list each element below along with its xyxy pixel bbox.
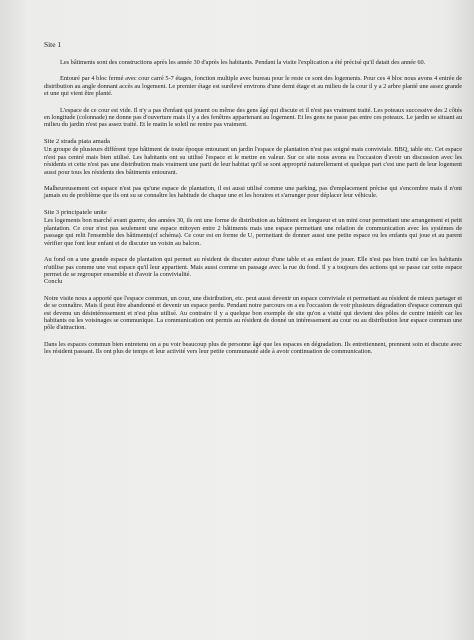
- paragraph-conclusion: Notre visite nous a apporté que l'espace commun, un cour, une distribution, etc. peut aussi devenir un espace conviviale et permettant au résident de mieux partager et de se connaître. Mais il peut être abandonné et devenir un espace perdu. Pendant notre parcours on a eu l'occasion de voir plusieurs dégradation d'espace commun qui est devenu un désintéressement et n'est plus utilisé. Au contraire il y a quelque bon exemple de site qu'on a visité qui devient des pôles de centre intérêt car les habitants ou les voisinages se communique. La communication ont permis au résident de donné un intéressement au cour ou au distribution leur espace commun une pôle d'attraction.: [44, 294, 462, 332]
- conclusion-heading: Conclu: [44, 278, 63, 286]
- site-2-heading: Site 2 strada piata amada: [44, 137, 110, 145]
- paragraph-site2-garden: Un groupe de plusieurs différent type bâtiment de toute époque entourant un jardin l'espace de plantation n'est pas soigné mais conviviale. BBQ, table etc. Cet espace n'est pas centré mais bien utilisé. Les habitants ont su utilisé l'espace et le mettre en valeur. Sur ce site nous avons eu l'occasion d'avoir un discussion avec les résidents et cette n'est pas une distribution mais vraiment une parti de leur habitat qu'il se sont approprié naturellement et quelque part c'est une parti de leur logement aussi pour tous les résidents des bâtiments entourant.: [44, 146, 462, 176]
- paragraph-site1-courtyard: L'espace de ce cour est vide. Il n'y a pas d'enfant qui jouent ou même des gens âgé qui discute et il n'est pas vraiment traité. Les poteaux successive des 2 côtés en longitude (colonnade) ne donne pas d'ouverture mais il y a des fenêtres appartenant au logement. Et les gens ne passe pas entre ces poteaux. Le jardin se situant au milieu du jardin n'est pas assez traité. Et le matin le soleil ne rentre pas vraiment.: [44, 106, 462, 129]
- site-1-heading: Site 1: [44, 40, 62, 49]
- paragraph-site3-housing: Les logements bon marché avant guerre, des années 30, ils ont une forme de distribution au bâtiment en longueur et un mini cour permettant une arrangement et petit plantation. Ce cour n'est pas seulement une espace mitoyen entre 2 bâtiments mais une espace permettant une relation de communication avec les systèmes de passage qui relit l'ensemble des bâtiments(cf schéma). Ce cour est en forme de U, permettant de donner aussi une petite espace ou les enfants qui joue et au parent vérifier que font leur enfant et de discuter un voisin au balcon.: [44, 217, 462, 247]
- paragraph-site2-parking: Malheureusement cet espace n'est pas qu'une espace de plantation, il est aussi utilisé comme une parking, pas d'emplacement précise qui s'encombre mais il n'ont jamais eu de problème que ils ont su se connaître les habitude de chaque une et les horaires et s'arranger pour déplacer leur véhicule.: [44, 185, 462, 200]
- paragraph-site1-intro: Les bâtiments sont des constructions après les année 30 d'après les habitants. Pendant la visite l'explication a été précisé qu'il datait des année 60.: [60, 59, 426, 66]
- paragraph-site1-layout: Entouré par 4 bloc fermé avec cour carré 5-7 étages, fonction multiple avec bureau pour le reste ce sont des logements. Pour ces 4 bloc nous avons 4 entrée de distribution au angle donnant accès au logement. Le premier étage est surélevé environs d'une demi étage et au milieu de la cour il y a 2 arbre planté une assez grande et une qui vient être planté.: [44, 75, 462, 98]
- paragraph-final: Dans les espaces commun bien entretenu on a pu voir beaucoup plus de personne âgé que les espaces en dégradation. Ils entretiennent, prennent soin et discute avec les résident passant. Ils ont plus de temps et leur activité vers leur petite communauté aide à avoir continuation de communication.: [44, 340, 462, 356]
- site-3-heading: Site 3 principatele unite: [44, 208, 107, 216]
- paragraph-site3-planting: Au fond on a une grande espace de plantation qui permet au résident de discuter autour d'une table et au enfant de jouer. Elle n'est pas bien traité car les habitants n'utilise pas comme une vrai espace qu'il leur appartient. Mais aussi comme un passage avec la rue du fond. Il y a toujours des actions qui se passe car cette espace permet de se regrouper ensemble et d'avoir la convivialité.: [44, 256, 462, 278]
